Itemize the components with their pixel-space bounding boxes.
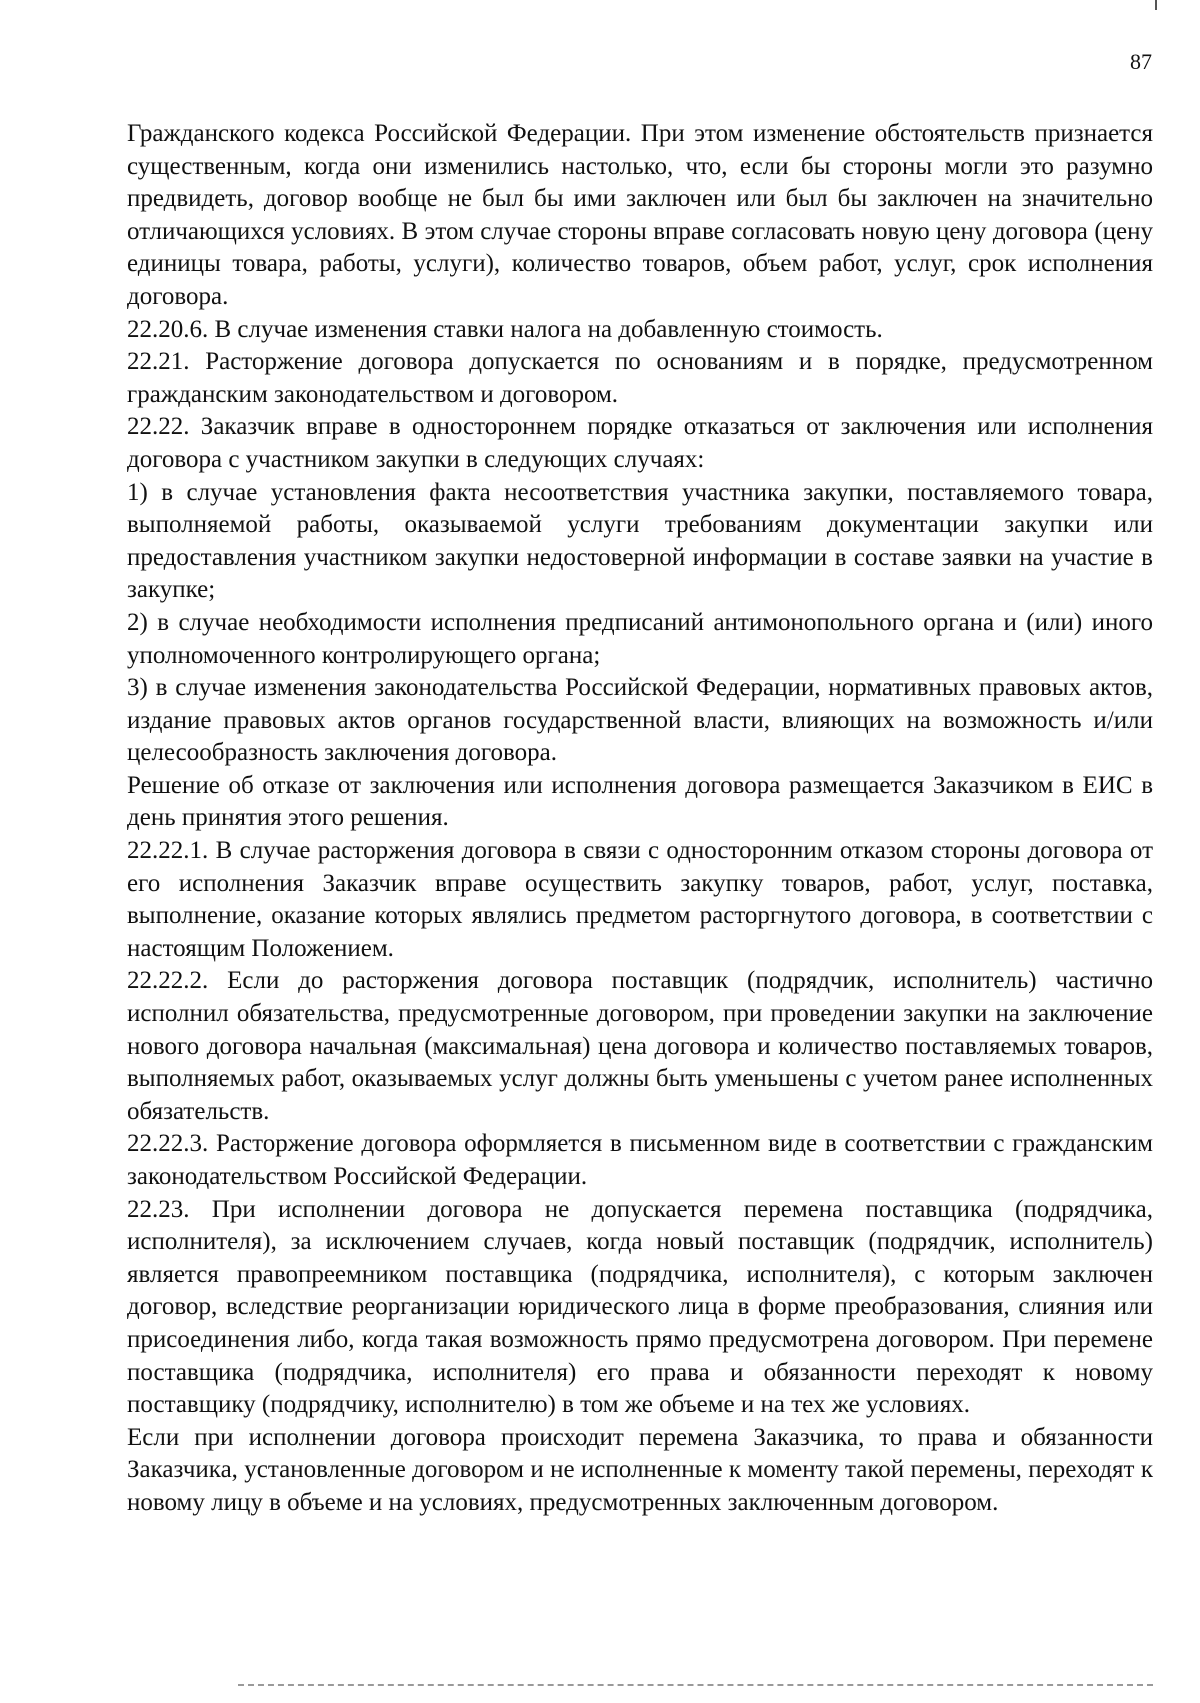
list-item-2: 2) в случае необходимости исполнения предписаний антимонопольного органа и (или) иного уполномоченного контролирующего органа; <box>127 608 1153 669</box>
paragraph-22-21: 22.21. Расторжение договора допускается по основаниям и в порядке, предусмотренном гражданским законодательством и договором. <box>127 348 1153 408</box>
paragraph-civil-code-circumstances: Гражданского кодекса Российской Федерации. При этом изменение обстоятельств признается существенным, когда они изменились настолько, что, если бы стороны могли это разумно предвидеть, договор вообще не был бы ими заключен или был бы заключен на значительно отличающихся условиях. В этом случае стороны вправе согласовать новую цену договора (цену единицы товара, работы, услуги), количество товаров, объем работ, услуг, срок исполнения договора. <box>127 120 1153 310</box>
list-item-1: 1) в случае установления факта несоответствия участника закупки, поставляемого товара, выполняемой работы, оказываемой услуги требованиям документации закупки или предоставления участником закупки недостоверной информации в составе заявки на участие в закупке; <box>127 478 1153 604</box>
page-number: 87 <box>1130 49 1152 74</box>
paragraph-22-22-1: 22.22.1. В случае расторжения договора в связи с односторонним отказом стороны договора от его исполнения Заказчик вправе осуществить закупку товаров, работ, услуг, поставка, выполнение, оказание которых являлись предметом расторгнутого договора, в соответствии с настоящим Положением. <box>127 837 1153 962</box>
paragraph-22-22-3: 22.22.3. Расторжение договора оформляется в письменном виде в соответствии с гражданским законодательством Российской Федерации. <box>127 1130 1153 1190</box>
document-body <box>127 118 1153 1520</box>
footer-rule <box>238 1684 1153 1686</box>
paragraph-22-22: 22.22. Заказчик вправе в одностороннем порядке отказаться от заключения или исполнения договора с участником закупки в следующих случаях: <box>127 413 1153 473</box>
paragraph-refusal-decision: Решение об отказе от заключения или исполнения договора размещается Заказчиком в ЕИС в день принятия этого решения. <box>127 771 1153 832</box>
paragraph-customer-change: Если при исполнении договора происходит перемена Заказчика, то права и обязанности Заказчика, установленные договором и не исполненные к моменту такой перемены, переходят к новому лицу в объеме и на условиях, предусмотренных заключенным договором. <box>127 1423 1153 1516</box>
scan-edge-mark <box>1155 0 1157 10</box>
list-item-3: 3) в случае изменения законодательства Российской Федерации, нормативных правовых актов, издание правовых актов органов государственной власти, влияющих на возможность и/или целесообразность заключения договора. <box>127 674 1153 767</box>
paragraph-22-20-6: 22.20.6. В случае изменения ставки налога на добавленную стоимость. <box>127 315 883 343</box>
paragraph-22-23: 22.23. При исполнении договора не допускается перемена поставщика (подрядчика, исполнителя), за исключением случаев, когда новый поставщик (подрядчик, исполнитель) является правопреемником поставщика (подрядчика, исполнителя), с которым заключен договор, вследствие реорганизации юридического лица в форме преобразования, слияния или присоединения либо, когда такая возможность прямо предусмотрена договором. При перемене поставщика (подрядчика, исполнителя) его права и обязанности переходят к новому поставщику (подрядчику, исполнителю) в том же объеме и на тех же условиях. <box>127 1195 1153 1419</box>
paragraph-22-22-2: 22.22.2. Если до расторжения договора поставщик (подрядчик, исполнитель) частично исполнил обязательства, предусмотренные договором, при проведении закупки на заключение нового договора начальная (максимальная) цена договора и количество поставляемых товаров, выполняемых работ, оказываемых услуг должны быть уменьшены с учетом ранее исполненных обязательств. <box>127 967 1153 1125</box>
